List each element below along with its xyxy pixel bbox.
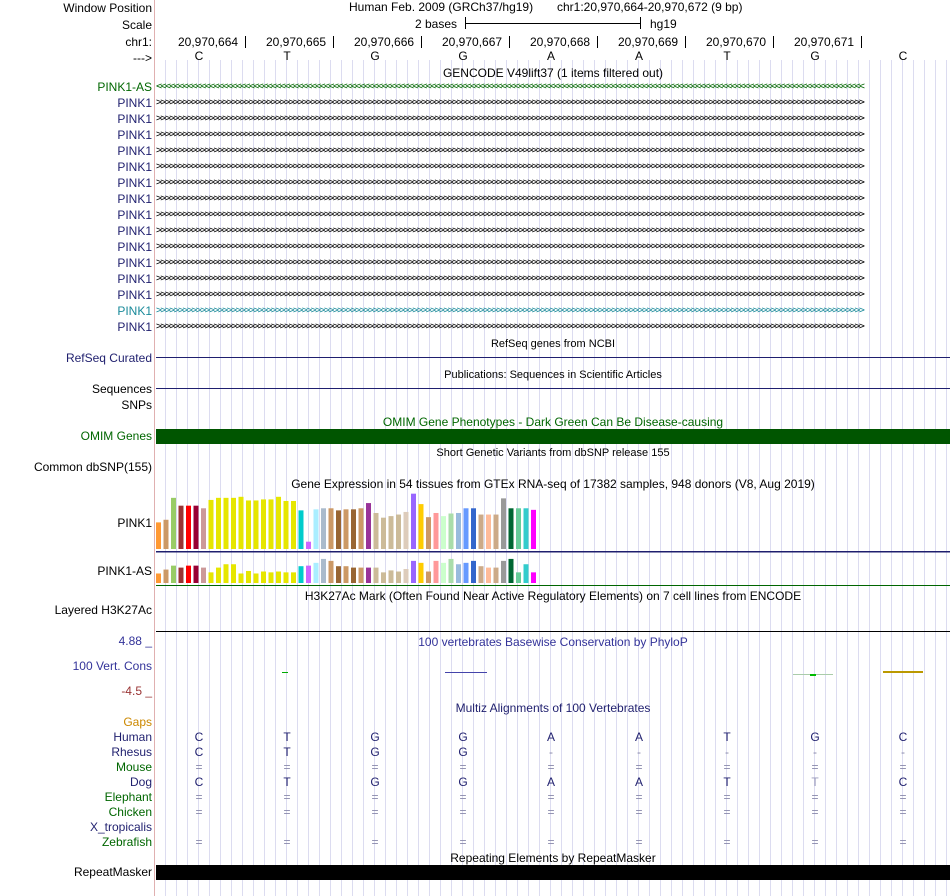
gtex-bar-pink1-as[interactable]	[426, 572, 431, 583]
coord-label: 20,970,671	[794, 35, 855, 49]
gtex-bar-pink1[interactable]	[216, 498, 221, 549]
repeatmasker-title: Repeating Elements by RepeatMasker	[450, 851, 656, 865]
gtex-bar-pink1[interactable]	[194, 506, 199, 549]
pink1-transcript[interactable]: >>>>>>>>>>>>>>>>>>>>>>>>>>>>>>>>>>>>>>>>>>>>>>>>>>>>>>>>>>>>>>>>>>>>>>>>>>>>>>>>>>>>>>>>>>>>>>>>>>>>>>>>>>>>>>>>>>>>>>>>>>>>>>>>>>>>>>>>>>>>>>>>>>>>>>>>>>>>>>>>	[156, 273, 864, 284]
gtex-bar-pink1-as[interactable]	[284, 572, 289, 583]
gtex-bar-pink1-as[interactable]	[261, 572, 266, 583]
scale-bar-right	[640, 17, 641, 29]
gencode-track-label[interactable]: PINK1	[117, 112, 152, 126]
gencode-title: GENCODE V49lift37 (1 items filtered out)	[442, 66, 664, 80]
gencode-track-label[interactable]: PINK1	[117, 240, 152, 254]
gtex-bar-pink1-as[interactable]	[449, 559, 454, 583]
coord-label: 20,970,670	[706, 35, 767, 49]
gtex-bar-pink1[interactable]	[321, 508, 326, 549]
gencode-track-label[interactable]: PINK1	[117, 160, 152, 174]
gtex-bar-pink1[interactable]	[269, 499, 274, 549]
ruler-tick	[861, 36, 862, 48]
coord-label: 20,970,667	[442, 35, 503, 49]
gtex-bar-pink1[interactable]	[434, 513, 439, 549]
gtex-bar-pink1-as[interactable]	[276, 572, 281, 583]
alignment-base: G	[458, 730, 468, 744]
gtex-bar-pink1[interactable]	[224, 498, 229, 549]
gtex-bar-pink1[interactable]	[231, 498, 236, 549]
alignment-base: =	[371, 790, 379, 804]
gencode-track-label[interactable]: PINK1	[117, 144, 152, 158]
alignment-base: C	[898, 730, 908, 744]
gtex-bar-pink1-as[interactable]	[419, 563, 424, 583]
gtex-bar-pink1[interactable]	[509, 508, 514, 549]
alignment-base: =	[195, 835, 203, 849]
gtex-bar-pink1[interactable]	[494, 515, 499, 549]
species-label[interactable]: Chicken	[108, 805, 152, 819]
alignment-base: =	[459, 835, 467, 849]
alignment-base: A	[546, 775, 555, 789]
reference-base: T	[283, 49, 291, 63]
omim-gene-bar[interactable]	[156, 429, 950, 444]
gaps-label[interactable]: Gaps	[123, 715, 152, 729]
alignment-base: C	[194, 775, 204, 789]
repeatmasker-label[interactable]: RepeatMasker	[73, 865, 152, 879]
refseq-label[interactable]: RefSeq Curated	[65, 351, 152, 365]
alignment-base: -	[813, 745, 817, 759]
refseq-gene-line[interactable]	[156, 357, 950, 358]
alignment-base: G	[370, 745, 380, 759]
gtex-bar-pink1[interactable]	[336, 510, 341, 549]
gencode-track-label[interactable]: PINK1	[117, 128, 152, 142]
alignment-base: =	[899, 835, 907, 849]
gtex-bar-pink1[interactable]	[291, 501, 296, 549]
gencode-track-label[interactable]: PINK1	[117, 208, 152, 222]
alignment-base: =	[459, 790, 467, 804]
refseq-title: RefSeq genes from NCBI	[490, 338, 616, 350]
pink1-transcript[interactable]: >>>>>>>>>>>>>>>>>>>>>>>>>>>>>>>>>>>>>>>>>>>>>>>>>>>>>>>>>>>>>>>>>>>>>>>>>>>>>>>>>>>>>>>>>>>>>>>>>>>>>>>>>>>>>>>>>>>>>>>>>>>>>>>>>>>>>>>>>>>>>>>>>>>>>>>>>>>>>>>>	[156, 241, 864, 252]
gtex-bar-pink1-as[interactable]	[509, 559, 514, 583]
alignment-base: =	[635, 805, 643, 819]
ruler-tick	[333, 36, 334, 48]
coord-label: 20,970,665	[266, 35, 327, 49]
alignment-base: =	[283, 835, 291, 849]
gtex-bar-pink1[interactable]	[209, 500, 214, 549]
gtex-bar-pink1-as[interactable]	[351, 568, 356, 583]
gtex-bar-pink1-as[interactable]	[164, 570, 169, 583]
alignment-base: G	[458, 775, 468, 789]
alignment-base: =	[547, 805, 555, 819]
alignment-base: =	[811, 760, 819, 774]
reference-base: C	[898, 49, 908, 63]
gencode-track-label[interactable]: PINK1	[117, 304, 152, 318]
gtex-bar-pink1-as[interactable]	[306, 566, 311, 583]
pink1-transcript[interactable]: >>>>>>>>>>>>>>>>>>>>>>>>>>>>>>>>>>>>>>>>>>>>>>>>>>>>>>>>>>>>>>>>>>>>>>>>>>>>>>>>>>>>>>>>>>>>>>>>>>>>>>>>>>>>>>>>>>>>>>>>>>>>>>>>>>>>>>>>>>>>>>>>>>>>>>>>>>>>>>>>	[156, 289, 864, 300]
pubs-title: Publications: Sequences in Scientific Articles	[444, 369, 662, 381]
gtex-bar-pink1-as[interactable]	[471, 561, 476, 583]
gtex-bar-pink1[interactable]	[314, 509, 319, 549]
gencode-track-label[interactable]: PINK1	[117, 192, 152, 206]
alignment-base: =	[195, 805, 203, 819]
alignment-base: T	[811, 775, 819, 789]
gtex-bar-pink1-as[interactable]	[344, 566, 349, 583]
gtex-bar-pink1-as[interactable]	[329, 561, 334, 583]
alignment-base: =	[899, 805, 907, 819]
alignment-base: T	[723, 730, 731, 744]
alignment-base: G	[810, 730, 820, 744]
alignment-base: -	[725, 745, 729, 759]
reference-base: A	[546, 49, 555, 63]
gtex-bar-pink1[interactable]	[471, 508, 476, 549]
gtex-gene1-label[interactable]: PINK1	[117, 516, 152, 530]
gtex-bar-pink1-as[interactable]	[321, 559, 326, 583]
alignment-base: =	[283, 805, 291, 819]
alignment-base: G	[458, 745, 468, 759]
gencode-antisense-label[interactable]: PINK1-AS	[97, 80, 152, 94]
species-label[interactable]: Rhesus	[111, 745, 152, 759]
gtex-bar-pink1-as[interactable]	[224, 564, 229, 583]
gtex-bar-pink1-as[interactable]	[156, 573, 161, 583]
pink1-transcript[interactable]: >>>>>>>>>>>>>>>>>>>>>>>>>>>>>>>>>>>>>>>>>>>>>>>>>>>>>>>>>>>>>>>>>>>>>>>>>>>>>>>>>>>>>>>>>>>>>>>>>>>>>>>>>>>>>>>>>>>>>>>>>>>>>>>>>>>>>>>>>>>>>>>>>>>>>>>>>>>>>>>>	[156, 97, 864, 108]
alignment-base: A	[634, 775, 643, 789]
alignment-base: =	[723, 790, 731, 804]
alignment-base: =	[547, 760, 555, 774]
alignment-base: =	[811, 835, 819, 849]
gtex-bar-pink1-as[interactable]	[359, 568, 364, 583]
gtex-bar-pink1[interactable]	[374, 513, 379, 549]
gtex-bar-pink1[interactable]	[156, 522, 161, 549]
pink1-transcript[interactable]: >>>>>>>>>>>>>>>>>>>>>>>>>>>>>>>>>>>>>>>>>>>>>>>>>>>>>>>>>>>>>>>>>>>>>>>>>>>>>>>>>>>>>>>>>>>>>>>>>>>>>>>>>>>>>>>>>>>>>>>>>>>>>>>>>>>>>>>>>>>>>>>>>>>>>>>>>>>>>>>>	[156, 177, 864, 188]
gtex-title: Gene Expression in 54 tissues from GTEx RNA-seq of 17382 samples, 948 donors (V8, Aug 2019)	[291, 477, 815, 491]
gtex-bar-pink1[interactable]	[479, 515, 484, 549]
ruler-tick	[773, 36, 774, 48]
pink1-transcript[interactable]: >>>>>>>>>>>>>>>>>>>>>>>>>>>>>>>>>>>>>>>>>>>>>>>>>>>>>>>>>>>>>>>>>>>>>>>>>>>>>>>>>>>>>>>>>>>>>>>>>>>>>>>>>>>>>>>>>>>>>>>>>>>>>>>>>>>>>>>>>>>>>>>>>>>>>>>>>>>>>>>>	[156, 225, 864, 236]
gtex-bar-pink1-as[interactable]	[186, 566, 191, 583]
gtex-bar-pink1[interactable]	[261, 499, 266, 549]
db-text: hg19	[650, 17, 677, 31]
cons-label[interactable]: 100 Vert. Cons	[72, 659, 152, 673]
alignment-base: =	[635, 790, 643, 804]
gtex-bar-pink1[interactable]	[441, 516, 446, 549]
gtex-bar-pink1[interactable]	[411, 494, 416, 549]
gtex-bar-pink1[interactable]	[186, 506, 191, 549]
gtex-bar-pink1[interactable]	[254, 500, 259, 549]
gtex-bar-pink1[interactable]	[486, 515, 491, 549]
gtex-bar-pink1[interactable]	[501, 498, 506, 549]
gtex-bar-pink1-as[interactable]	[486, 568, 491, 583]
species-label[interactable]: Human	[113, 730, 152, 744]
gtex-bar-pink1-as[interactable]	[314, 563, 319, 583]
gtex-bar-pink1-as[interactable]	[239, 573, 244, 583]
gtex-bar-pink1[interactable]	[396, 515, 401, 549]
gtex-expression-chart[interactable]	[156, 490, 950, 586]
gtex-bar-pink1[interactable]	[299, 510, 304, 549]
alignment-base: =	[371, 805, 379, 819]
alignment-base: -	[549, 745, 553, 759]
omim-title: OMIM Gene Phenotypes - Dark Green Can Be Disease-causing	[382, 415, 724, 429]
gtex-bar-pink1-as[interactable]	[464, 563, 469, 583]
alignment-base: =	[283, 760, 291, 774]
gtex-bar-pink1-as[interactable]	[516, 572, 521, 583]
gtex-bar-pink1[interactable]	[276, 497, 281, 549]
gencode-track-label[interactable]: PINK1	[117, 256, 152, 270]
gtex-separator	[156, 551, 950, 553]
gtex-bar-pink1-as[interactable]	[299, 566, 304, 583]
h3k27ac-label[interactable]: Layered H3K27Ac	[54, 603, 152, 617]
gtex-bar-pink1[interactable]	[381, 518, 386, 549]
alignment-base: =	[899, 760, 907, 774]
species-label[interactable]: Elephant	[104, 790, 152, 804]
chrom-label: chr1:	[125, 35, 152, 49]
repeatmasker-bar[interactable]	[156, 865, 950, 880]
gtex-bar-pink1[interactable]	[516, 508, 521, 549]
gtex-bar-pink1-as[interactable]	[396, 572, 401, 583]
alignment-base: A	[546, 730, 555, 744]
gtex-bar-pink1[interactable]	[524, 508, 529, 549]
gtex-bar-pink1-as[interactable]	[531, 572, 536, 583]
gencode-track-label[interactable]: PINK1	[117, 288, 152, 302]
gtex-bar-pink1-as[interactable]	[411, 561, 416, 583]
gtex-bar-pink1[interactable]	[351, 509, 356, 549]
gencode-track-label[interactable]: PINK1	[117, 224, 152, 238]
gencode-track-label[interactable]: PINK1	[117, 272, 152, 286]
gtex-bar-pink1[interactable]	[359, 508, 364, 549]
alignment-base: T	[723, 775, 731, 789]
gencode-track-label[interactable]: PINK1	[117, 320, 152, 334]
reference-base: A	[634, 49, 643, 63]
alignment-base: C	[898, 775, 908, 789]
ruler-tick	[509, 36, 510, 48]
gtex-separator	[156, 585, 950, 586]
alignment-base: =	[459, 805, 467, 819]
ruler-tick	[685, 36, 686, 48]
alignment-base: =	[635, 835, 643, 849]
alignment-base: =	[283, 790, 291, 804]
gtex-bar-pink1[interactable]	[449, 514, 454, 549]
alignment-base: =	[811, 790, 819, 804]
alignment-base: =	[899, 790, 907, 804]
species-label[interactable]: X_tropicalis	[89, 820, 152, 834]
reference-base: C	[194, 49, 204, 63]
gtex-bar-pink1[interactable]	[344, 509, 349, 549]
gtex-bar-pink1-as[interactable]	[366, 568, 371, 583]
cons-mark	[445, 672, 487, 673]
pink1-transcript[interactable]: >>>>>>>>>>>>>>>>>>>>>>>>>>>>>>>>>>>>>>>>>>>>>>>>>>>>>>>>>>>>>>>>>>>>>>>>>>>>>>>>>>>>>>>>>>>>>>>>>>>>>>>>>>>>>>>>>>>>>>>>>>>>>>>>>>>>>>>>>>>>>>>>>>>>>>>>>>>>>>>>	[156, 113, 864, 124]
scale-bar	[465, 23, 641, 24]
position-text[interactable]: chr1:20,970,664-20,970,672 (9 bp)	[557, 0, 743, 14]
gtex-bar-pink1-as[interactable]	[336, 566, 341, 583]
alignment-base: T	[283, 745, 291, 759]
gtex-bar-pink1-as[interactable]	[179, 568, 184, 583]
cons-mark	[282, 672, 288, 673]
alignment-base: =	[195, 760, 203, 774]
gtex-bar-pink1[interactable]	[531, 510, 536, 549]
alignment-base: =	[459, 760, 467, 774]
species-label[interactable]: Zebrafish	[101, 835, 152, 849]
gtex-bar-pink1-as[interactable]	[381, 572, 386, 583]
ruler-tick	[597, 36, 598, 48]
pink1-transcript[interactable]: >>>>>>>>>>>>>>>>>>>>>>>>>>>>>>>>>>>>>>>>>>>>>>>>>>>>>>>>>>>>>>>>>>>>>>>>>>>>>>>>>>>>>>>>>>>>>>>>>>>>>>>>>>>>>>>>>>>>>>>>>>>>>>>>>>>>>>>>>>>>>>>>>>>>>>>>>>>>>>>>	[156, 161, 864, 172]
scale-bar-text: 2 bases	[415, 17, 458, 31]
pubs-line[interactable]	[156, 388, 950, 389]
dbsnp-title: Short Genetic Variants from dbSNP release 155	[436, 447, 670, 459]
gtex-bar-pink1-as[interactable]	[434, 561, 439, 583]
gtex-bar-pink1-as[interactable]	[456, 564, 461, 583]
reference-base: G	[370, 49, 380, 63]
gtex-bar-pink1[interactable]	[246, 500, 251, 549]
gtex-bar-pink1-as[interactable]	[404, 569, 409, 583]
gtex-bar-pink1-as[interactable]	[231, 564, 236, 583]
cons-title: 100 vertebrates Basewise Conservation by PhyloP	[418, 635, 688, 649]
pink1-transcript[interactable]: >>>>>>>>>>>>>>>>>>>>>>>>>>>>>>>>>>>>>>>>>>>>>>>>>>>>>>>>>>>>>>>>>>>>>>>>>>>>>>>>>>>>>>>>>>>>>>>>>>>>>>>>>>>>>>>>>>>>>>>>>>>>>>>>>>>>>>>>>>>>>>>>>>>>>>>>>>>>>>>>	[156, 145, 864, 156]
h3k27ac-title: H3K27Ac Mark (Often Found Near Active Regulatory Elements) on 7 cell lines from ENCODE	[304, 589, 802, 603]
gencode-track-label[interactable]: PINK1	[117, 96, 152, 110]
gtex-bar-pink1[interactable]	[179, 506, 184, 549]
alignment-base: =	[547, 835, 555, 849]
gtex-bar-pink1[interactable]	[366, 503, 371, 549]
alignment-base: G	[370, 775, 380, 789]
dbsnp-label[interactable]: Common dbSNP(155)	[33, 460, 152, 474]
gtex-bar-pink1-as[interactable]	[194, 566, 199, 583]
gtex-bar-pink1-as[interactable]	[389, 570, 394, 583]
sidebar-divider	[154, 0, 155, 896]
gtex-bar-pink1-as[interactable]	[524, 564, 529, 583]
gtex-bar-pink1-as[interactable]	[441, 563, 446, 583]
gtex-bar-pink1-as[interactable]	[269, 572, 274, 583]
strand-label: --->	[133, 51, 152, 65]
gtex-bar-pink1-as[interactable]	[209, 572, 214, 583]
window-position-label: Window Position	[63, 1, 152, 15]
gencode-track-label[interactable]: PINK1	[117, 176, 152, 190]
gtex-bar-pink1[interactable]	[464, 508, 469, 549]
gtex-gene2-label[interactable]: PINK1-AS	[97, 564, 152, 578]
alignment-base: =	[547, 790, 555, 804]
alignment-base: T	[283, 730, 291, 744]
snps-label[interactable]: SNPs	[121, 398, 152, 412]
alignment-base: A	[634, 730, 643, 744]
cons-mark	[810, 674, 816, 676]
coord-label: 20,970,669	[618, 35, 679, 49]
alignment-base: G	[370, 730, 380, 744]
gtex-bar-pink1[interactable]	[419, 504, 424, 549]
gtex-bar-pink1[interactable]	[389, 516, 394, 549]
gtex-bar-pink1-as[interactable]	[479, 566, 484, 583]
alignment-base: =	[723, 760, 731, 774]
pink1-as-transcript[interactable]: <<<<<<<<<<<<<<<<<<<<<<<<<<<<<<<<<<<<<<<<<<<<<<<<<<<<<<<<<<<<<<<<<<<<<<<<<<<<<<<<<<<<<<<<<<<<<<<<<<<<<<<<<<<<<<<<<<<<<<<<<<<<<<<<<<<<<<<<<<<<<<<<<<<<<<<<<<<<<<<<	[156, 81, 864, 92]
alignment-base: -	[901, 745, 905, 759]
pink1-transcript[interactable]: >>>>>>>>>>>>>>>>>>>>>>>>>>>>>>>>>>>>>>>>>>>>>>>>>>>>>>>>>>>>>>>>>>>>>>>>>>>>>>>>>>>>>>>>>>>>>>>>>>>>>>>>>>>>>>>>>>>>>>>>>>>>>>>>>>>>>>>>>>>>>>>>>>>>>>>>>>>>>>>>	[156, 321, 864, 332]
h3k27ac-baseline	[156, 631, 950, 632]
reference-base: G	[458, 49, 468, 63]
pink1-transcript[interactable]: >>>>>>>>>>>>>>>>>>>>>>>>>>>>>>>>>>>>>>>>>>>>>>>>>>>>>>>>>>>>>>>>>>>>>>>>>>>>>>>>>>>>>>>>>>>>>>>>>>>>>>>>>>>>>>>>>>>>>>>>>>>>>>>>>>>>>>>>>>>>>>>>>>>>>>>>>>>>>>>>	[156, 129, 864, 140]
gtex-bar-pink1-as[interactable]	[254, 573, 259, 583]
gtex-bar-pink1-as[interactable]	[171, 566, 176, 583]
gtex-bar-pink1[interactable]	[426, 517, 431, 549]
alignment-base: =	[371, 760, 379, 774]
gtex-bar-pink1-as[interactable]	[291, 572, 296, 583]
gtex-bar-pink1-as[interactable]	[374, 568, 379, 583]
alignment-base: =	[811, 805, 819, 819]
pink1-transcript[interactable]: >>>>>>>>>>>>>>>>>>>>>>>>>>>>>>>>>>>>>>>>>>>>>>>>>>>>>>>>>>>>>>>>>>>>>>>>>>>>>>>>>>>>>>>>>>>>>>>>>>>>>>>>>>>>>>>>>>>>>>>>>>>>>>>>>>>>>>>>>>>>>>>>>>>>>>>>>>>>>>>>	[156, 209, 864, 220]
alignment-base: =	[635, 760, 643, 774]
species-label[interactable]: Mouse	[115, 760, 152, 774]
gtex-bar-pink1[interactable]	[171, 498, 176, 549]
pubs-label[interactable]: Sequences	[91, 382, 152, 396]
cons-min-label: -4.5 _	[121, 684, 152, 698]
alignment-base: C	[194, 745, 204, 759]
reference-base: G	[810, 49, 820, 63]
alignment-base: T	[283, 775, 291, 789]
alignment-base: -	[637, 745, 641, 759]
alignment-base: =	[371, 835, 379, 849]
gtex-bar-pink1-as[interactable]	[494, 568, 499, 583]
gtex-bar-pink1[interactable]	[284, 501, 289, 549]
gtex-bar-pink1-as[interactable]	[246, 571, 251, 583]
gtex-bar-pink1[interactable]	[201, 508, 206, 549]
coord-label: 20,970,668	[530, 35, 591, 49]
scale-label: Scale	[121, 18, 152, 32]
alignment-base: =	[195, 790, 203, 804]
gtex-bar-pink1[interactable]	[456, 513, 461, 549]
pink1-transcript[interactable]: >>>>>>>>>>>>>>>>>>>>>>>>>>>>>>>>>>>>>>>>>>>>>>>>>>>>>>>>>>>>>>>>>>>>>>>>>>>>>>>>>>>>>>>>>>>>>>>>>>>>>>>>>>>>>>>>>>>>>>>>>>>>>>>>>>>>>>>>>>>>>>>>>>>>>>>>>>>>>>>>	[156, 305, 864, 316]
cons-max-label: 4.88 _	[118, 634, 152, 648]
alignment-base: =	[723, 805, 731, 819]
multiz-title: Multiz Alignments of 100 Vertebrates	[455, 701, 651, 715]
alignment-base: C	[194, 730, 204, 744]
cons-mark	[883, 671, 923, 673]
pink1-transcript[interactable]: >>>>>>>>>>>>>>>>>>>>>>>>>>>>>>>>>>>>>>>>>>>>>>>>>>>>>>>>>>>>>>>>>>>>>>>>>>>>>>>>>>>>>>>>>>>>>>>>>>>>>>>>>>>>>>>>>>>>>>>>>>>>>>>>>>>>>>>>>>>>>>>>>>>>>>>>>>>>>>>>	[156, 193, 864, 204]
alignment-base: =	[723, 835, 731, 849]
gtex-bar-pink1[interactable]	[164, 520, 169, 549]
gtex-bar-pink1-as[interactable]	[216, 568, 221, 583]
gtex-bar-pink1-as[interactable]	[201, 568, 206, 583]
omim-label[interactable]: OMIM Genes	[80, 429, 152, 443]
gtex-bar-pink1[interactable]	[404, 512, 409, 549]
gtex-bar-pink1[interactable]	[329, 508, 334, 549]
gtex-bar-pink1[interactable]	[306, 542, 311, 549]
ruler-tick	[245, 36, 246, 48]
assembly-text: Human Feb. 2009 (GRCh37/hg19)	[349, 0, 534, 14]
coord-label: 20,970,666	[354, 35, 415, 49]
species-label[interactable]: Dog	[129, 775, 152, 789]
reference-base: T	[723, 49, 731, 63]
pink1-transcript[interactable]: >>>>>>>>>>>>>>>>>>>>>>>>>>>>>>>>>>>>>>>>>>>>>>>>>>>>>>>>>>>>>>>>>>>>>>>>>>>>>>>>>>>>>>>>>>>>>>>>>>>>>>>>>>>>>>>>>>>>>>>>>>>>>>>>>>>>>>>>>>>>>>>>>>>>>>>>>>>>>>>>	[156, 257, 864, 268]
coord-label: 20,970,664	[178, 35, 239, 49]
gtex-bar-pink1-as[interactable]	[501, 561, 506, 583]
ruler-tick	[421, 36, 422, 48]
gtex-bar-pink1[interactable]	[239, 497, 244, 549]
